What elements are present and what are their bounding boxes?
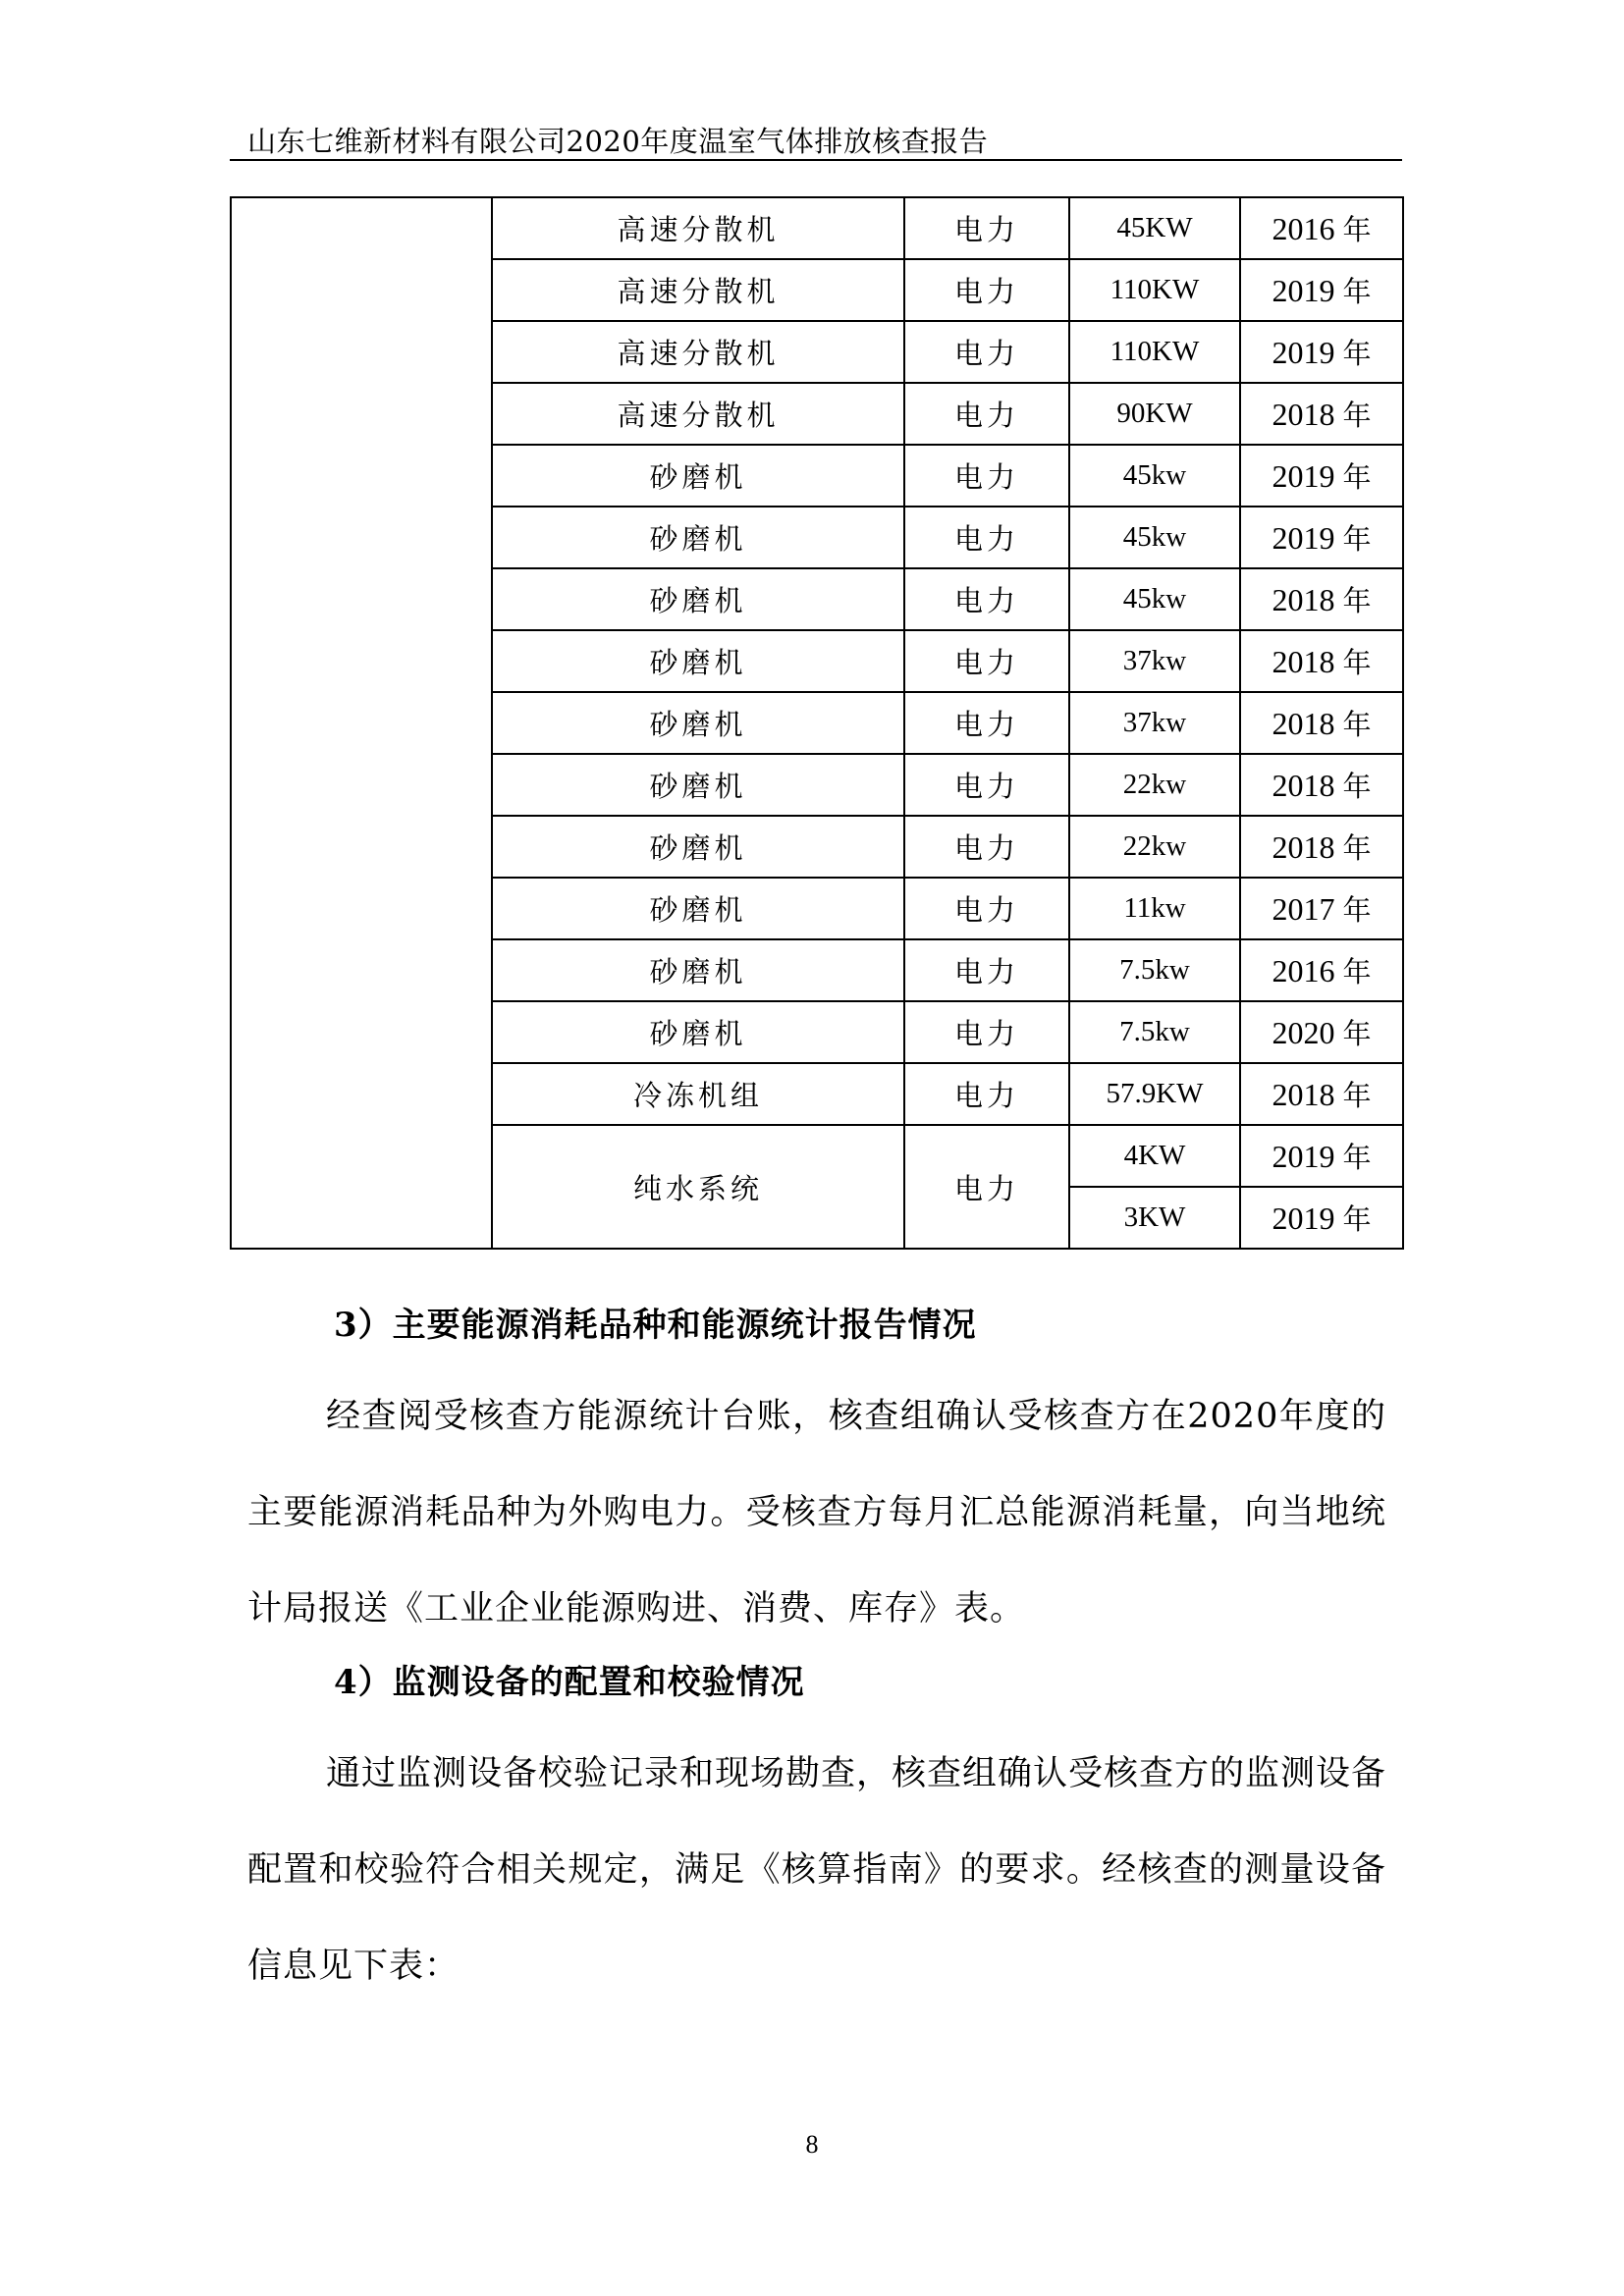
equipment-table — [230, 196, 1404, 1250]
energy-type-cell: 电力 — [904, 197, 1069, 259]
equipment-name-cell: 砂磨机 — [492, 692, 904, 754]
year-cell — [1240, 445, 1403, 507]
power-cell: 90KW — [1069, 383, 1240, 445]
year-number: 2019 — [1272, 520, 1335, 556]
year-cell — [1240, 630, 1403, 692]
year-suffix: 年 — [1342, 399, 1372, 432]
equipment-name-cell: 纯水系统 — [492, 1125, 904, 1249]
year-cell — [1240, 754, 1403, 816]
table-row — [231, 197, 1403, 259]
power-cell: 110KW — [1069, 321, 1240, 383]
equipment-name-cell: 高速分散机 — [492, 197, 904, 259]
power-cell: 45kw — [1069, 445, 1240, 507]
energy-type-cell: 电力 — [904, 754, 1069, 816]
energy-type-cell: 电力 — [904, 1125, 1069, 1249]
page-number: 8 — [805, 2130, 819, 2159]
year-suffix: 年 — [1342, 337, 1372, 370]
equipment-name-cell: 高速分散机 — [492, 383, 904, 445]
year-suffix: 年 — [1342, 893, 1372, 927]
energy-type-cell: 电力 — [904, 383, 1069, 445]
year-cell — [1240, 1125, 1403, 1187]
year-number: 2019 — [1272, 335, 1335, 370]
year-cell — [1240, 568, 1403, 630]
power-cell: 4KW — [1069, 1125, 1240, 1187]
energy-type-cell: 电力 — [904, 259, 1069, 321]
equipment-name-cell: 砂磨机 — [492, 630, 904, 692]
year-cell — [1240, 1187, 1403, 1249]
year-suffix: 年 — [1342, 708, 1372, 741]
year-suffix: 年 — [1342, 460, 1372, 494]
section-4-heading: 4）监测设备的配置和校验情况 — [334, 1663, 805, 1702]
equipment-name-cell: 砂磨机 — [492, 754, 904, 816]
power-cell: 7.5kw — [1069, 1001, 1240, 1063]
equipment-name-cell: 砂磨机 — [492, 1001, 904, 1063]
power-cell: 3KW — [1069, 1187, 1240, 1249]
category-cell — [231, 197, 492, 1249]
section-4-body: 通过监测设备校验记录和现场勘查，核查组确认受核查方的监测设备配置和校验符合相关规定，满足《核算指南》的要求。经核查的测量设备信息见下表： — [247, 1754, 1387, 1986]
year-cell — [1240, 321, 1403, 383]
energy-type-cell: 电力 — [904, 507, 1069, 568]
year-suffix: 年 — [1342, 770, 1372, 803]
year-number: 2016 — [1272, 953, 1335, 988]
year-suffix: 年 — [1342, 1141, 1372, 1174]
year-suffix: 年 — [1342, 831, 1372, 865]
year-suffix: 年 — [1342, 275, 1372, 308]
header-title: 山东七维新材料有限公司2020年度温室气体排放核查报告 — [247, 125, 989, 158]
energy-type-cell: 电力 — [904, 568, 1069, 630]
equipment-name-cell: 砂磨机 — [492, 568, 904, 630]
energy-type-cell: 电力 — [904, 445, 1069, 507]
year-cell — [1240, 816, 1403, 878]
equipment-name-cell: 砂磨机 — [492, 507, 904, 568]
year-suffix: 年 — [1342, 1017, 1372, 1050]
year-cell — [1240, 939, 1403, 1001]
equipment-name-cell: 砂磨机 — [492, 939, 904, 1001]
energy-type-cell: 电力 — [904, 692, 1069, 754]
year-number: 2018 — [1272, 644, 1335, 679]
equipment-name-cell: 冷冻机组 — [492, 1063, 904, 1125]
energy-type-cell: 电力 — [904, 878, 1069, 939]
year-suffix: 年 — [1342, 213, 1372, 246]
power-cell: 7.5kw — [1069, 939, 1240, 1001]
equipment-name-cell: 高速分散机 — [492, 321, 904, 383]
year-cell — [1240, 507, 1403, 568]
equipment-name-cell: 高速分散机 — [492, 259, 904, 321]
equipment-name-cell: 砂磨机 — [492, 878, 904, 939]
power-cell: 45kw — [1069, 507, 1240, 568]
year-cell — [1240, 1001, 1403, 1063]
year-cell — [1240, 878, 1403, 939]
year-number: 2018 — [1272, 768, 1335, 803]
year-cell — [1240, 383, 1403, 445]
energy-type-cell: 电力 — [904, 816, 1069, 878]
year-number: 2018 — [1272, 706, 1335, 741]
page-header — [230, 116, 1402, 161]
energy-type-cell: 电力 — [904, 1063, 1069, 1125]
equipment-name-cell: 砂磨机 — [492, 445, 904, 507]
year-suffix: 年 — [1342, 522, 1372, 556]
power-cell: 37kw — [1069, 692, 1240, 754]
energy-type-cell: 电力 — [904, 321, 1069, 383]
year-cell — [1240, 259, 1403, 321]
power-cell: 11kw — [1069, 878, 1240, 939]
year-suffix: 年 — [1342, 584, 1372, 617]
year-number: 2018 — [1272, 582, 1335, 617]
power-cell: 37kw — [1069, 630, 1240, 692]
power-cell: 57.9KW — [1069, 1063, 1240, 1125]
year-number: 2019 — [1272, 273, 1335, 308]
year-number: 2018 — [1272, 829, 1335, 865]
equipment-name-cell: 砂磨机 — [492, 816, 904, 878]
year-suffix: 年 — [1342, 646, 1372, 679]
year-number: 2018 — [1272, 397, 1335, 432]
power-cell: 22kw — [1069, 754, 1240, 816]
year-number: 2019 — [1272, 1139, 1335, 1174]
power-cell: 45kw — [1069, 568, 1240, 630]
power-cell: 110KW — [1069, 259, 1240, 321]
year-number: 2019 — [1272, 458, 1335, 494]
year-suffix: 年 — [1342, 1079, 1372, 1112]
year-number: 2018 — [1272, 1077, 1335, 1112]
power-cell: 45KW — [1069, 197, 1240, 259]
year-number: 2019 — [1272, 1201, 1335, 1236]
year-number: 2016 — [1272, 211, 1335, 246]
energy-type-cell: 电力 — [904, 630, 1069, 692]
year-number: 2020 — [1272, 1015, 1335, 1050]
year-cell — [1240, 1063, 1403, 1125]
power-cell: 22kw — [1069, 816, 1240, 878]
section-3-heading: 3）主要能源消耗品种和能源统计报告情况 — [334, 1306, 977, 1345]
energy-type-cell: 电力 — [904, 939, 1069, 1001]
section-3-body: 经查阅受核查方能源统计台账，核查组确认受核查方在2020年度的主要能源消耗品种为外购电力。受核查方每月汇总能源消耗量，向当地统计局报送《工业企业能源购进、消费、库存》表。 — [247, 1397, 1386, 1629]
year-suffix: 年 — [1342, 955, 1372, 988]
energy-type-cell: 电力 — [904, 1001, 1069, 1063]
year-cell — [1240, 692, 1403, 754]
year-cell — [1240, 197, 1403, 259]
year-number: 2017 — [1272, 891, 1335, 927]
year-suffix: 年 — [1342, 1202, 1372, 1236]
